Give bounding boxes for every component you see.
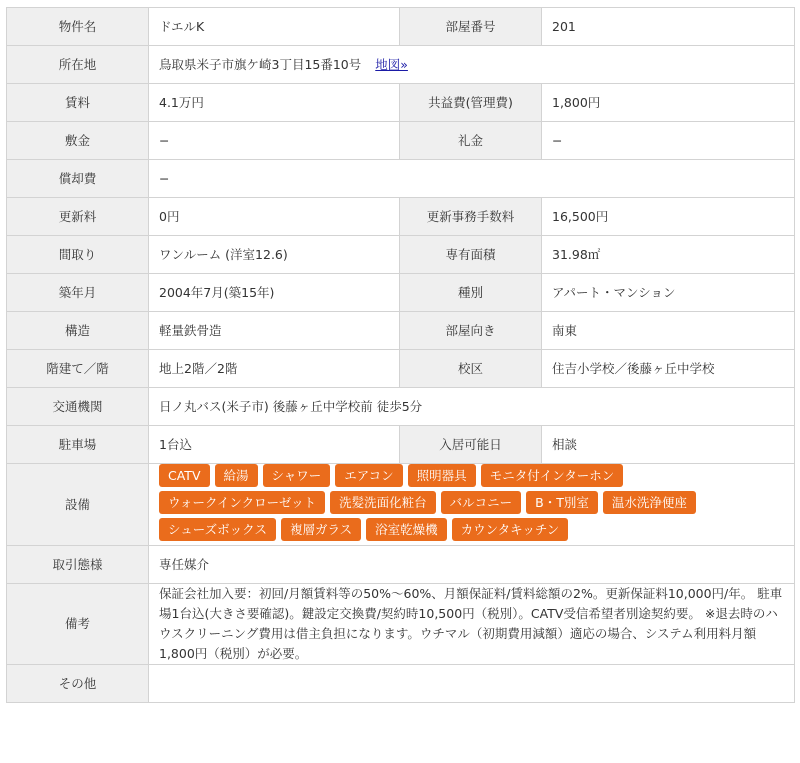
equipment-tag: エアコン: [335, 464, 402, 487]
row-amortization: [7, 160, 795, 198]
row-transaction: [7, 546, 795, 584]
label-structure: 構造: [7, 312, 149, 350]
label-key-money: 礼金: [400, 122, 542, 160]
label-renewal-admin-fee: 更新事務手数料: [400, 198, 542, 236]
row-floors: [7, 350, 795, 388]
equipment-tag: 洗髪洗面化粧台: [330, 491, 436, 514]
value-parking: 1台込: [149, 426, 400, 464]
row-built: [7, 274, 795, 312]
row-transport: [7, 388, 795, 426]
row-parking: [7, 426, 795, 464]
label-type: 種別: [400, 274, 542, 312]
row-structure: [7, 312, 795, 350]
value-room-no: 201: [542, 8, 795, 46]
row-rent: [7, 84, 795, 122]
equipment-tag: シューズボックス: [159, 518, 276, 541]
value-floors: 地上2階／2階: [149, 350, 400, 388]
value-renewal-fee: 0円: [149, 198, 400, 236]
equipment-tag: CATV: [159, 464, 210, 487]
value-renewal-admin-fee: 16,500円: [542, 198, 795, 236]
row-other: [7, 665, 795, 703]
label-direction: 部屋向き: [400, 312, 542, 350]
row-address: [7, 46, 795, 84]
label-equipment: 設備: [7, 464, 149, 546]
equipment-tag: 複層ガラス: [281, 518, 361, 541]
row-deposit: [7, 122, 795, 160]
equipment-tag: ウォークインクローゼット: [159, 491, 325, 514]
value-other: [149, 665, 795, 703]
label-rent: 賃料: [7, 84, 149, 122]
value-structure: 軽量鉄骨造: [149, 312, 400, 350]
equipment-tag: 浴室乾燥機: [366, 518, 447, 541]
equipment-tag: シャワー: [263, 464, 331, 487]
row-name: [7, 8, 795, 46]
label-address: 所在地: [7, 46, 149, 84]
label-floors: 階建て／階: [7, 350, 149, 388]
value-transport: 日ノ丸バス(米子市) 後藤ヶ丘中学校前 徒歩5分: [149, 388, 795, 426]
map-link[interactable]: 地図»: [375, 56, 408, 72]
value-transaction: 専任媒介: [149, 546, 795, 584]
equipment-tag: バルコニー: [441, 491, 522, 514]
label-transaction: 取引態様: [7, 546, 149, 584]
label-common-fee: 共益費(管理費): [400, 84, 542, 122]
value-amortization: −: [149, 160, 795, 198]
value-name: ドエルK: [149, 8, 400, 46]
value-rent: 4.1万円: [149, 84, 400, 122]
label-amortization: 償却費: [7, 160, 149, 198]
equipment-tag: B・T別室: [526, 491, 598, 514]
value-move-in: 相談: [542, 426, 795, 464]
value-remarks: 保証会社加入要：初回/月額賃料等の50%～60%、月額保証料/賃料総額の2%。更新保証料10,000円/年。 駐車場1台込(大きさ要確認)。鍵設定交換費/契約時10,500円（税別）。CATV受信希望者別途契約要。 ※退去時のハウスクリーニング費用は借主負担になります。ウチマル（初期費用減額）適応の場合、システム利用料月額1,800円（税別）が必要。: [149, 584, 795, 665]
label-area: 専有面積: [400, 236, 542, 274]
label-built: 築年月: [7, 274, 149, 312]
value-school: 住吉小学校／後藤ヶ丘中学校: [542, 350, 795, 388]
row-equipment: [7, 464, 795, 546]
label-layout: 間取り: [7, 236, 149, 274]
address-cell: [149, 46, 795, 84]
label-remarks: 備考: [7, 584, 149, 665]
label-move-in: 入居可能日: [400, 426, 542, 464]
label-renewal-fee: 更新料: [7, 198, 149, 236]
value-deposit: −: [149, 122, 400, 160]
property-details-table: [6, 7, 795, 703]
value-layout: ワンルーム (洋室12.6): [149, 236, 400, 274]
equipment-tag: 給湯: [215, 464, 258, 487]
row-layout: [7, 236, 795, 274]
value-type: アパート・マンション: [542, 274, 795, 312]
row-renewal: [7, 198, 795, 236]
label-transport: 交通機関: [7, 388, 149, 426]
label-room-no: 部屋番号: [400, 8, 542, 46]
equipment-tag: 温水洗浄便座: [603, 491, 696, 514]
value-direction: 南東: [542, 312, 795, 350]
value-area: 31.98㎡: [542, 236, 795, 274]
equipment-tag: カウンタキッチン: [452, 518, 569, 541]
row-remarks: [7, 584, 795, 665]
label-parking: 駐車場: [7, 426, 149, 464]
label-deposit: 敷金: [7, 122, 149, 160]
equipment-tag: 照明器具: [408, 464, 476, 487]
label-other: その他: [7, 665, 149, 703]
value-built: 2004年7月(築15年): [149, 274, 400, 312]
label-name: 物件名: [7, 8, 149, 46]
value-common-fee: 1,800円: [542, 84, 795, 122]
equipment-tag: モニタ付インターホン: [481, 464, 624, 487]
equipment-tags: [149, 464, 795, 546]
label-school: 校区: [400, 350, 542, 388]
value-key-money: −: [542, 122, 795, 160]
value-address: 鳥取県米子市旗ケ崎3丁目15番10号: [159, 56, 362, 72]
